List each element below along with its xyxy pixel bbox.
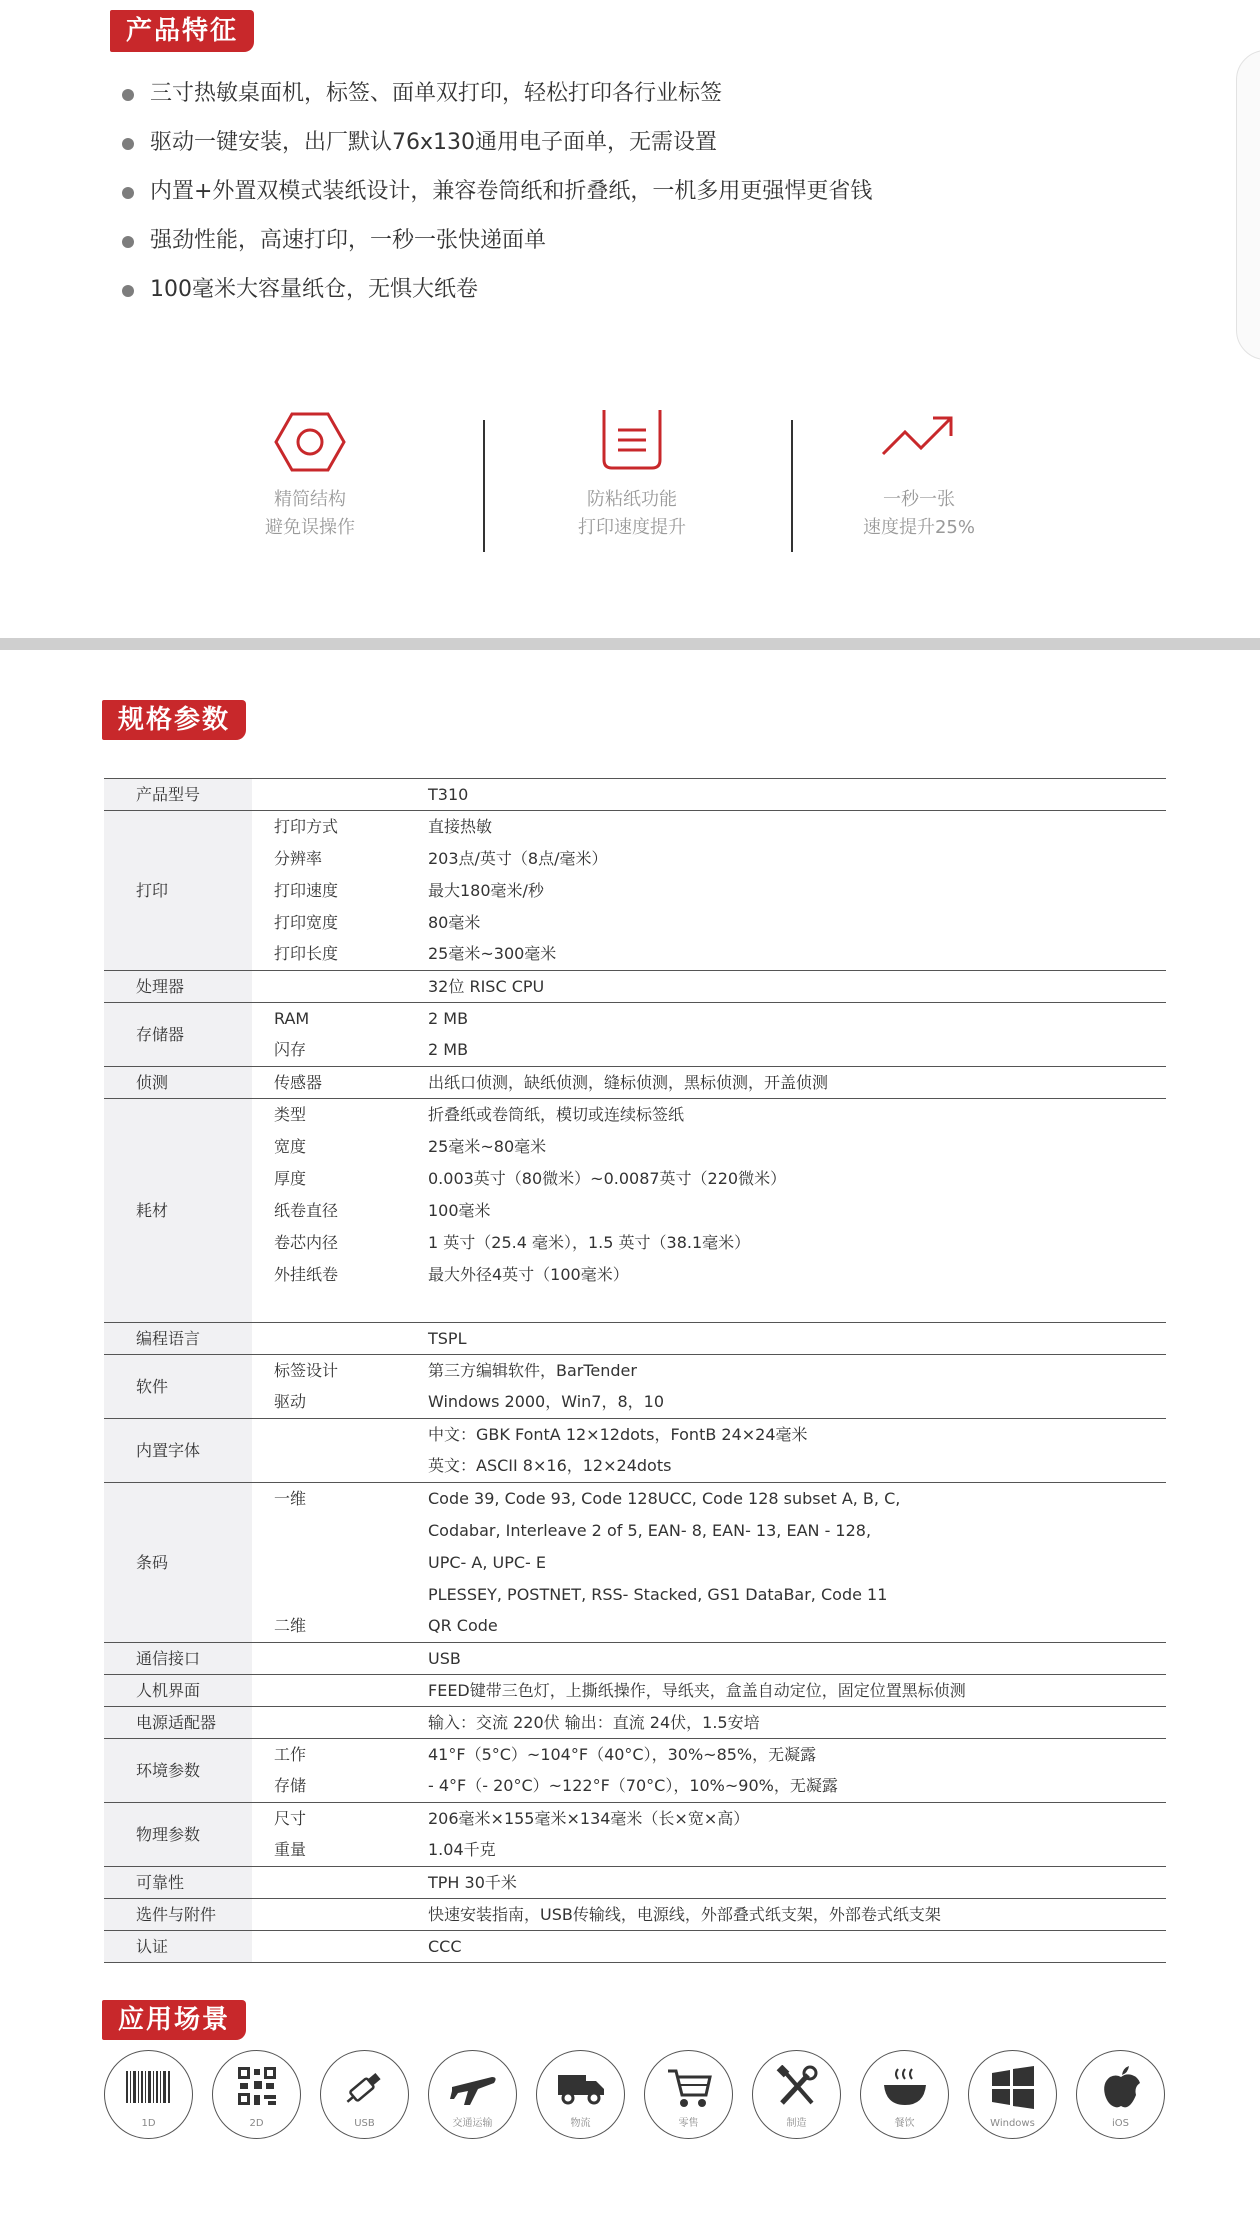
spec-value: 英文：ASCII 8×16，12×24dots (428, 1456, 672, 1476)
spec-sub-label (252, 1547, 422, 1579)
spec-sub-label: 类型 (252, 1099, 422, 1131)
divider (483, 420, 485, 552)
spec-group-label: 条码 (104, 1483, 252, 1643)
spec-sub-label: 闪存 (274, 1040, 307, 1060)
spec-sub-label: 打印方式 (252, 811, 422, 843)
spec-sub-label: 分辨率 (274, 848, 323, 868)
spec-sub-label (252, 1675, 422, 1707)
spec-row (104, 1291, 1166, 1323)
spec-row (104, 1867, 1166, 1899)
spec-row (104, 1355, 1166, 1387)
highlight-title: 防粘纸功能 (587, 489, 677, 510)
app-ios (1076, 2050, 1165, 2139)
spec-value: 206毫米×155毫米×134毫米（长×宽×高） (422, 1803, 1166, 1835)
spec-value: 折叠纸或卷筒纸，模切或连续标签纸 (422, 1099, 1166, 1131)
app-catering (860, 2050, 949, 2139)
applications-heading: 应用场景 (102, 2000, 246, 2040)
app-transport (428, 2050, 517, 2139)
app-manufacturing (752, 2050, 841, 2139)
spec-value: 25毫米~80毫米 (428, 1136, 547, 1156)
paper-icon (596, 410, 668, 474)
application-icons (104, 2050, 1165, 2139)
windows-icon (988, 2065, 1038, 2109)
spec-group-label: 通信接口 (104, 1643, 252, 1675)
highlight-subtitle: 打印速度提升 (578, 517, 686, 538)
spec-sub-label: 纸卷直径 (274, 1200, 339, 1220)
spec-value: Codabar, Interleave 2 of 5, EAN- 8, EAN- 13, EAN - 128, (428, 1520, 872, 1540)
airplane-icon (448, 2065, 498, 2109)
spec-row (104, 1803, 1166, 1835)
spec-value: TPH 30千米 (422, 1867, 1166, 1899)
spec-row (104, 1899, 1166, 1931)
spec-sub-label: RAM (252, 1003, 422, 1035)
spec-sub-label: 工作 (252, 1739, 422, 1771)
app-1d-barcode (104, 2050, 193, 2139)
spec-group-label: 可靠性 (104, 1867, 252, 1899)
spec-row (104, 843, 1166, 875)
usb-icon (340, 2065, 390, 2109)
highlight-title: 精简结构 (274, 489, 346, 510)
app-2d-code (212, 2050, 301, 2139)
spec-value: PLESSEY, POSTNET, RSS- Stacked, GS1 DataBar, Code 11 (428, 1584, 888, 1604)
spec-value: 0.003英寸（80微米）~0.0087英寸（220微米） (428, 1168, 787, 1188)
spec-row (104, 1643, 1166, 1675)
spec-value: 25毫米~300毫米 (428, 944, 557, 964)
feature-list (116, 72, 872, 317)
app-windows (968, 2050, 1057, 2139)
app-label: USB (354, 2118, 375, 2129)
app-label: 交通运输 (452, 2118, 493, 2129)
app-label: 制造 (786, 2118, 807, 2129)
feature-item (116, 219, 872, 268)
spec-row (104, 1707, 1166, 1739)
spec-sub-label: 存储 (274, 1776, 307, 1796)
app-label: Windows (990, 2118, 1035, 2129)
bullet-icon (122, 89, 134, 101)
spec-sub-label (252, 1419, 422, 1451)
spec-row (104, 1131, 1166, 1163)
spec-value: UPC- A, UPC- E (428, 1552, 547, 1572)
spec-value: 快速安装指南，USB传输线，电源线，外部叠式纸支架，外部卷式纸支架 (422, 1899, 1166, 1931)
spec-value: Windows 2000，Win7，8，10 (428, 1392, 665, 1412)
spec-value: 1.04千克 (428, 1840, 496, 1860)
spec-row (104, 875, 1166, 907)
spec-group-label: 处理器 (104, 971, 252, 1003)
spec-value: 第三方编辑软件，BarTender (422, 1355, 1166, 1387)
highlight-structure (195, 410, 425, 542)
spec-row (104, 1771, 1166, 1803)
app-label: 物流 (570, 2118, 591, 2129)
feature-item (116, 121, 872, 170)
spec-value: 最大外径4英寸（100毫米） (428, 1264, 629, 1284)
feature-item (116, 170, 872, 219)
spec-sub-label (252, 1899, 422, 1931)
spec-group-label: 环境参数 (104, 1739, 252, 1803)
feature-text: 内置+外置双模式装纸设计，兼容卷筒纸和折叠纸，一机多用更强悍更省钱 (150, 179, 873, 204)
spec-group-label: 耗材 (104, 1099, 252, 1323)
spec-sub-label (252, 1867, 422, 1899)
spec-group-label: 打印 (104, 811, 252, 971)
spec-row (104, 1195, 1166, 1227)
spec-row (104, 907, 1166, 939)
spec-sub-label (252, 1931, 422, 1963)
bullet-icon (122, 138, 134, 150)
spec-row (104, 1739, 1166, 1771)
spec-row (104, 1003, 1166, 1035)
apple-icon (1096, 2065, 1146, 2109)
spec-value: 出纸口侦测，缺纸侦测，缝标侦测，黑标侦测，开盖侦测 (422, 1067, 1166, 1099)
spec-value (422, 1291, 1166, 1323)
app-label: iOS (1112, 2118, 1129, 2129)
spec-sub-label: 标签设计 (252, 1355, 422, 1387)
spec-group-label: 产品型号 (104, 779, 252, 811)
spec-row (104, 1675, 1166, 1707)
spec-group-label: 内置字体 (104, 1419, 252, 1483)
feature-text: 三寸热敏桌面机，标签、面单双打印，轻松打印各行业标签 (150, 81, 723, 106)
spec-group-label: 认证 (104, 1931, 252, 1963)
bullet-icon (122, 285, 134, 297)
hexagon-icon (274, 410, 346, 474)
app-logistics (536, 2050, 625, 2139)
spec-value: 41°F（5°C）~104°F（40°C），30%~85%，无凝露 (422, 1739, 1166, 1771)
spec-value: 输入：交流 220伏 输出：直流 24伏，1.5安培 (422, 1707, 1166, 1739)
spec-row (104, 1931, 1166, 1963)
feature-item (116, 72, 872, 121)
spec-sub-label (252, 1515, 422, 1547)
spec-sub-label (252, 1291, 422, 1323)
spec-group-label: 侦测 (104, 1067, 252, 1099)
spec-sub-label: 二维 (274, 1616, 307, 1636)
spec-value: 中文：GBK FontA 12×12dots，FontB 24×24毫米 (422, 1419, 1166, 1451)
spec-value: USB (422, 1643, 1166, 1675)
app-usb (320, 2050, 409, 2139)
spec-row (104, 1483, 1166, 1515)
spec-sub-label: 宽度 (274, 1136, 307, 1156)
spec-group-label: 物理参数 (104, 1803, 252, 1867)
spec-sub-label: 重量 (274, 1840, 307, 1860)
highlight-subtitle: 避免误操作 (265, 517, 355, 538)
highlight-speed (804, 410, 1034, 542)
app-label: 1D (141, 2118, 156, 2129)
tools-icon (772, 2065, 822, 2109)
app-retail (644, 2050, 733, 2139)
spec-value: 32位 RISC CPU (422, 971, 1166, 1003)
divider (791, 420, 793, 552)
spec-group-label: 人机界面 (104, 1675, 252, 1707)
spec-row (104, 1451, 1166, 1483)
spec-sub-label: 卷芯内径 (274, 1232, 339, 1252)
spec-row (104, 939, 1166, 971)
section-divider-band (0, 638, 1260, 650)
spec-group-label: 编程语言 (104, 1323, 252, 1355)
spec-row (104, 1035, 1166, 1067)
spec-row (104, 779, 1166, 811)
spec-sub-label: 打印宽度 (274, 912, 339, 932)
spec-group-label: 存储器 (104, 1003, 252, 1067)
spec-sub-label (252, 1707, 422, 1739)
spec-group-label: 软件 (104, 1355, 252, 1419)
spec-group-label: 电源适配器 (104, 1707, 252, 1739)
spec-value: FEED键带三色灯，上撕纸操作，导纸夹，盒盖自动定位，固定位置黑标侦测 (422, 1675, 1166, 1707)
spec-sub-label: 厚度 (274, 1168, 307, 1188)
feature-item (116, 268, 872, 317)
spec-value: 直接热敏 (422, 811, 1166, 843)
spec-row (104, 1067, 1166, 1099)
feature-text: 强劲性能，高速打印，一秒一张快递面单 (150, 228, 547, 253)
spec-sub-label: 打印长度 (274, 944, 339, 964)
spec-value: 2 MB (428, 1040, 469, 1060)
spec-row (104, 1419, 1166, 1451)
spec-row (104, 1579, 1166, 1611)
spec-sub-label (252, 779, 422, 811)
trend-up-icon (879, 410, 959, 474)
spec-value: Code 39, Code 93, Code 128UCC, Code 128 subset A, B, C, (422, 1483, 1166, 1515)
spec-value: 80毫米 (428, 912, 481, 932)
bullet-icon (122, 187, 134, 199)
specs-table (104, 778, 1166, 1963)
spec-sub-label: 外挂纸卷 (274, 1264, 339, 1284)
feature-text: 驱动一键安装，出厂默认76x130通用电子面单，无需设置 (150, 130, 718, 155)
specs-heading: 规格参数 (102, 700, 246, 740)
spec-value: T310 (422, 779, 1166, 811)
spec-value: 1 英寸（25.4 毫米），1.5 英寸（38.1毫米） (428, 1232, 751, 1252)
spec-row (104, 1387, 1166, 1419)
highlight-title: 一秒一张 (883, 489, 955, 510)
product-features-section (0, 0, 1260, 638)
spec-group-label: 选件与附件 (104, 1899, 252, 1931)
features-heading: 产品特征 (110, 10, 254, 52)
spec-value: 2 MB (422, 1003, 1166, 1035)
spec-value: 最大180毫米/秒 (428, 880, 544, 900)
spec-sub-label (252, 1579, 422, 1611)
spec-value: 100毫米 (428, 1200, 491, 1220)
spec-sub-label: 一维 (252, 1483, 422, 1515)
truck-icon (556, 2065, 606, 2109)
qrcode-2d-icon (232, 2065, 282, 2109)
spec-sub-label (252, 1643, 422, 1675)
spec-value: - 4°F（- 20°C）~122°F（70°C），10%~90%，无凝露 (428, 1776, 838, 1796)
spec-row (104, 1099, 1166, 1131)
app-label: 2D (249, 2118, 264, 2129)
spec-row (104, 1227, 1166, 1259)
spec-value: 203点/英寸（8点/毫米） (428, 848, 608, 868)
spec-value: QR Code (428, 1616, 498, 1636)
spec-row (104, 971, 1166, 1003)
spec-row (104, 1515, 1166, 1547)
barcode-1d-icon (124, 2065, 174, 2109)
spec-sub-label: 驱动 (274, 1392, 307, 1412)
highlight-subtitle: 速度提升25% (862, 517, 975, 538)
spec-sub-label: 尺寸 (252, 1803, 422, 1835)
bowl-icon (880, 2065, 930, 2109)
spec-sub-label (252, 1323, 422, 1355)
spec-value: CCC (422, 1931, 1166, 1963)
spec-row (104, 1547, 1166, 1579)
highlight-anti-stick (517, 410, 747, 542)
spec-row (104, 811, 1166, 843)
spec-sub-label (252, 971, 422, 1003)
feature-text: 100毫米大容量纸仓，无惧大纸卷 (150, 277, 478, 302)
app-label: 餐饮 (894, 2118, 915, 2129)
spec-sub-label (252, 1451, 422, 1483)
spec-sub-label: 传感器 (252, 1067, 422, 1099)
spec-row (104, 1163, 1166, 1195)
spec-row (104, 1835, 1166, 1867)
app-label: 零售 (678, 2118, 699, 2129)
spec-row (104, 1323, 1166, 1355)
spec-row (104, 1611, 1166, 1643)
spec-value: TSPL (422, 1323, 1166, 1355)
side-floating-card[interactable] (1236, 50, 1260, 360)
spec-sub-label: 打印速度 (274, 880, 339, 900)
spec-row (104, 1259, 1166, 1291)
cart-icon (664, 2065, 714, 2109)
bullet-icon (122, 236, 134, 248)
